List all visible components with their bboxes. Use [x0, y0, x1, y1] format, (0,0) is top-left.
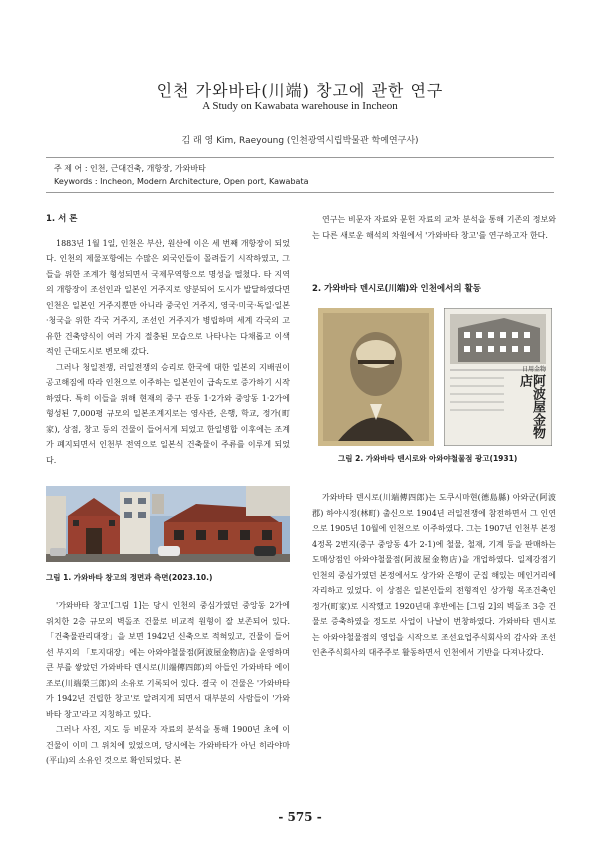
section-1-paragraph-2: 그러나 청일전쟁, 러일전쟁의 승리로 한국에 대한 일본의 지배권이 공고해짐에 따라 인천으로 이주하는 일본인이 급속도로 증가하기 시작하였다. 특히 이들을 위해 현재의 중구 관동 1·2가와 중앙동 1·2가에 형성된 7,000평 규모의 일본조계지로는 영사관, 은행, 학교, 정가(町家), 상점, 창고 등의 건물이 들어서게 되었고 한일병합 이후에는 조계가 폐지되면서 인천부 전역으로 일본식 건축물이 주류를 이루게 되었다.	[46, 362, 290, 465]
figure-2-portrait	[318, 308, 434, 446]
left-column	[46, 212, 290, 468]
left-column-bottom	[46, 598, 290, 769]
figure-2-advertisement	[444, 308, 552, 446]
figure-2-caption: 그림 2. 가와바타 덴시로와 아와야철물점 광고(1931)	[338, 454, 518, 463]
section-1-heading: 1. 서 론	[46, 214, 78, 224]
page-title: 인천 가와바타(川端) 창고에 관한 연구	[156, 81, 444, 100]
keywords-en: Keywords : Incheon, Modern Architecture, Open port, Kawabata	[54, 177, 309, 186]
ad-top-label: 日用金物	[521, 366, 546, 373]
warehouse-photo-image	[46, 486, 290, 562]
page-subtitle-en: A Study on Kawabata warehouse in Incheon	[202, 100, 398, 112]
left-bottom-paragraph-2: 그러나 사진, 지도 등 비문자 자료의 분석을 통해 1900년 초에 이 건물이 이미 그 위치에 있었으며, 당시에는 가와바타가 아닌 히라야마(平山)의 소유인 것으로 확인되었다. 본	[46, 725, 290, 765]
page-number: - 575 -	[278, 810, 322, 824]
keywords-kr: 주 제 어 : 인천, 근대건축, 개항장, 가와바타	[54, 164, 206, 173]
section-2-body	[312, 490, 556, 661]
figure-1-caption: 그림 1. 가와바타 창고의 정면과 측면(2023.10.)	[46, 573, 213, 582]
ad-shop-name: 阿波屋金物店	[517, 374, 545, 439]
section-2-heading: 2. 가와바타 덴시로(川端)와 인천에서의 활동	[312, 284, 481, 294]
section-2-paragraph-1: 가와바타 덴시로(川端傳四郎)는 도쿠시마현(德島縣) 아와군(阿波郡) 하야시정(林町) 출신으로 1904년 러일전쟁에 참전하면서 그 인연으로 1905년 10월에 인천으로 이주하였다. 그는 1907년 인천부 본정 4정목 2번지(중구 중앙동 4가 2-1)에 철물, 철재, 기계 등을 판매하는 도매상점인 아와야철물점(阿波屋金物店)을 개업하였다. 일제강점기 인천의 중심가였던 본정에서도 상가와 은행이 군집 해있는 메인거리에 자리하고 있었다. 이 상점은 일본인들의 전형적인 상가형 목조건축인 정가(町家)로 시작했고 1920년대 후반에는 [그림 2]의 벽돌조 3층 건물로 증축하였을 정도로 사업이 나날이 번창하였다. 가와바타 덴시로는 아와야철물점의 영업을 시작으로 조선요업주식회사의 감사와 조선인촌주식회사의 대주주로 활동하면서 인천에서 기반을 다져나갔다.	[312, 493, 556, 657]
section-2	[312, 282, 556, 306]
author-line: 김 래 영 Kim, Raeyoung (인천광역시립박물관 학예연구사)	[181, 136, 419, 146]
section-1-paragraph-1: 1883년 1월 1일, 인천은 부산, 원산에 이은 세 번째 개항장이 되었다. 인천의 제물포항에는 수많은 외국인들이 몰려들기 시작하였고, 그들을 위한 조계가 형성되면서 국제무역항으로 명성을 떨쳤다. 타 지역의 개항장이 조선인과 일본인 거주지로 양분되어 도시가 발달하였다면 인천은 일본인 거주지뿐만 아니라 중국인 거주지, 영국·미국·독일·일본·청국을 위한 각국 거주지, 조선인 거주지가 병립하며 세계 각국의 고유한 건축양식이 여러 가지 절충된 모습으로 나타나는 다채롭고 이색적인 근대도시로 변모해 갔다.	[46, 238, 290, 356]
left-bottom-paragraph-1: '가와바타 창고'[그림 1]는 당시 인천의 중심가였던 중앙동 2가에 위치한 2층 규모의 벽돌조 건물로 비교적 원형이 잘 보존되어 있다. 「건축물관리대장」을 보면 1942년 신축으로 적혀있고, 건물이 들어선 부지의 「토지대장」에는 아와야철물점(阿波屋金物店)을 운영하며 큰 부를 쌓았던 가와바타 덴시로(川端傳四郎)의 아들인 가와바타 에이조로(川端榮三郎)의 소유로 기록되어 있다. 결국 이 건물은 '가와바타가 1942년 건립한 창고'로 알려지게 되면서 대부분의 사람들이 '가와바타 창고'라고 지칭하고 있다.	[46, 601, 290, 719]
right-column-top	[312, 212, 556, 243]
figure-1-photo	[46, 486, 290, 562]
right-top-paragraph: 연구는 비문자 자료와 문헌 자료의 교차 분석을 통해 기존의 정보와는 다른 새로운 해석의 차원에서 '가와바타 창고'를 연구하고자 한다.	[312, 215, 556, 240]
keywords-box	[46, 157, 554, 193]
portrait-image	[318, 308, 434, 446]
